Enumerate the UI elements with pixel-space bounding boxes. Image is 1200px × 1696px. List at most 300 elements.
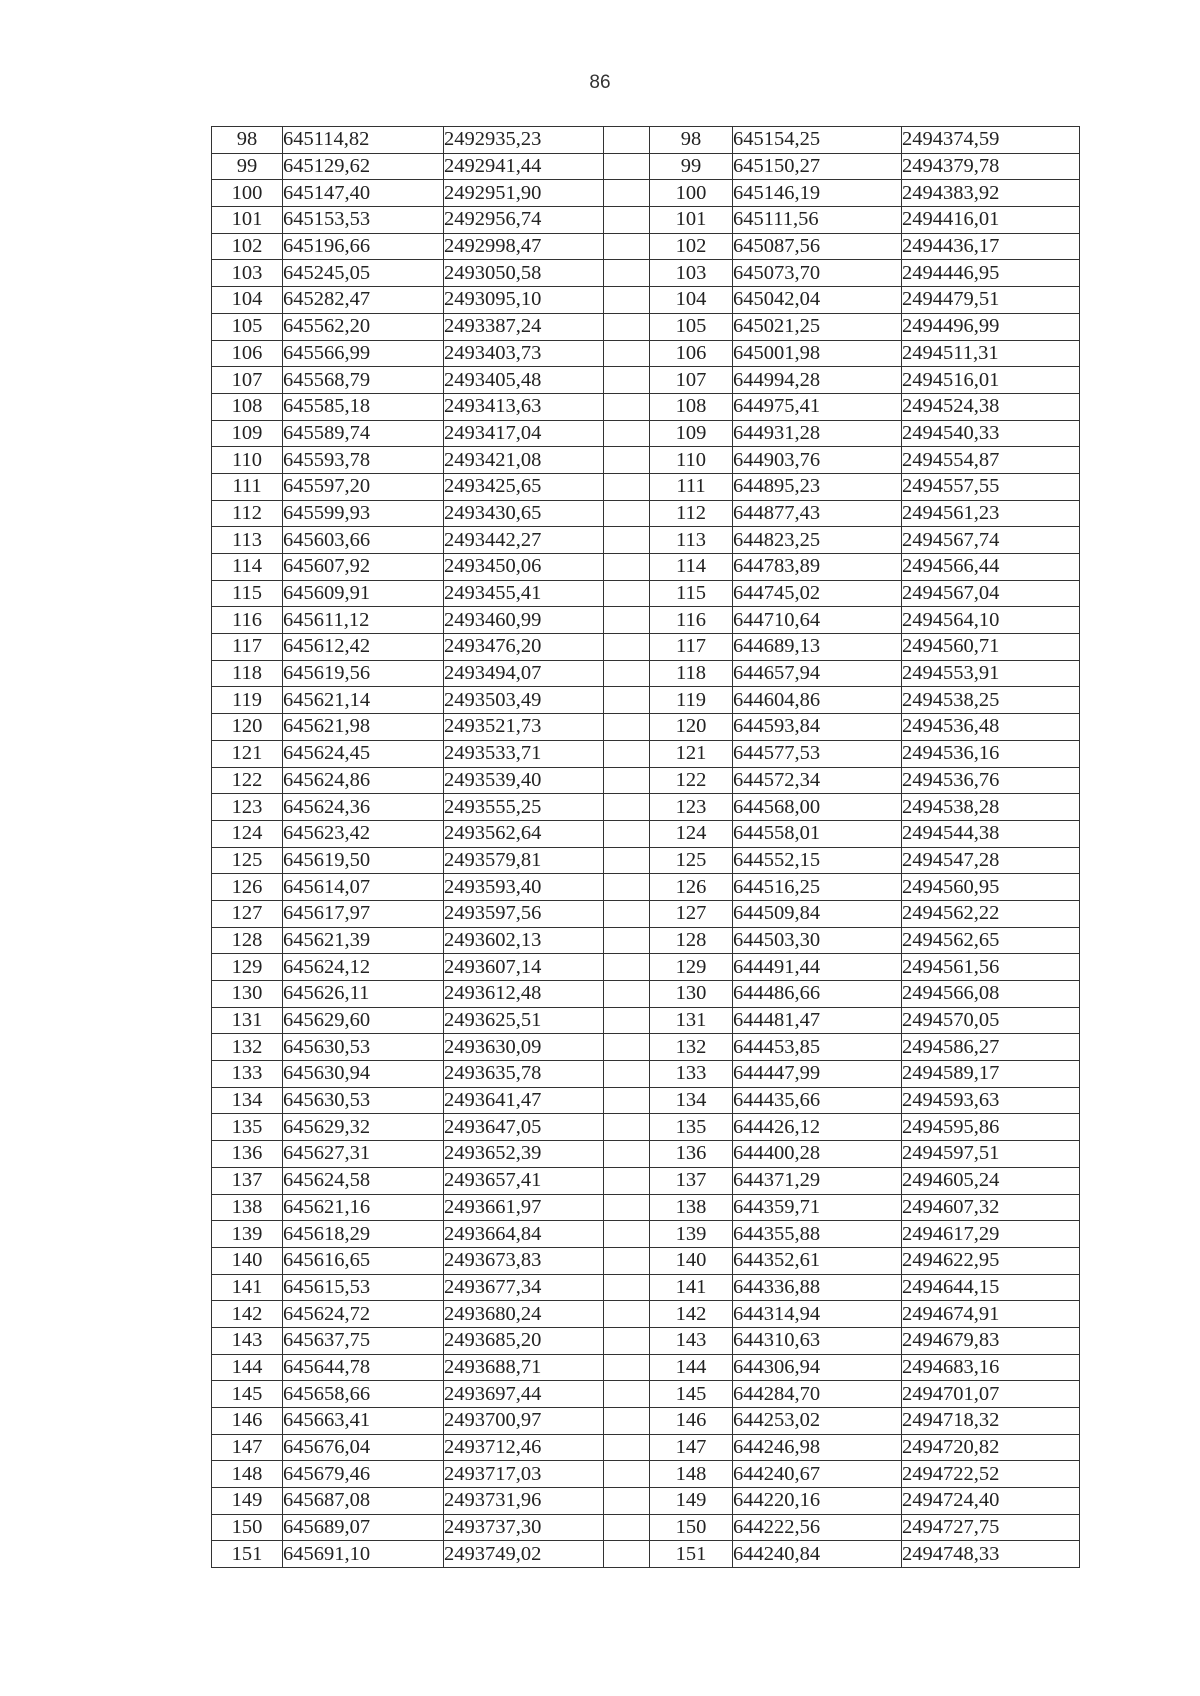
y-coordinate-right: 2494605,24	[902, 1167, 1080, 1194]
table-row	[212, 1194, 1080, 1221]
table-row	[212, 607, 1080, 634]
point-number-right: 135	[650, 1114, 733, 1141]
y-coordinate-right: 2494374,59	[902, 127, 1080, 154]
x-coordinate-left: 645663,41	[283, 1408, 444, 1435]
x-coordinate-right: 644552,15	[733, 847, 902, 874]
x-coordinate-left: 645624,86	[283, 767, 444, 794]
point-number-right: 133	[650, 1061, 733, 1088]
point-number-right: 102	[650, 233, 733, 260]
y-coordinate-right: 2494622,95	[902, 1247, 1080, 1274]
x-coordinate-left: 645603,66	[283, 527, 444, 554]
x-coordinate-right: 644516,25	[733, 874, 902, 901]
table-row	[212, 233, 1080, 260]
y-coordinate-left: 2493442,27	[444, 527, 604, 554]
point-number-left: 114	[212, 554, 283, 581]
x-coordinate-right: 644371,29	[733, 1167, 902, 1194]
x-coordinate-left: 645644,78	[283, 1354, 444, 1381]
x-coordinate-left: 645566,99	[283, 340, 444, 367]
y-coordinate-right: 2494479,51	[902, 287, 1080, 314]
spacer-cell	[604, 767, 650, 794]
point-number-right: 101	[650, 207, 733, 234]
x-coordinate-right: 644745,02	[733, 580, 902, 607]
spacer-cell	[604, 1488, 650, 1515]
spacer-cell	[604, 820, 650, 847]
point-number-left: 108	[212, 393, 283, 420]
y-coordinate-right: 2494436,17	[902, 233, 1080, 260]
point-number-right: 141	[650, 1274, 733, 1301]
y-coordinate-right: 2494547,28	[902, 847, 1080, 874]
y-coordinate-left: 2493630,09	[444, 1034, 604, 1061]
spacer-cell	[604, 287, 650, 314]
y-coordinate-left: 2492998,47	[444, 233, 604, 260]
y-coordinate-left: 2493405,48	[444, 367, 604, 394]
x-coordinate-right: 644481,47	[733, 1007, 902, 1034]
point-number-right: 111	[650, 473, 733, 500]
table-row	[212, 900, 1080, 927]
y-coordinate-left: 2493641,47	[444, 1087, 604, 1114]
y-coordinate-right: 2494544,38	[902, 820, 1080, 847]
spacer-cell	[604, 1381, 650, 1408]
table-row	[212, 981, 1080, 1008]
point-number-left: 106	[212, 340, 283, 367]
table-row	[212, 527, 1080, 554]
point-number-right: 106	[650, 340, 733, 367]
point-number-right: 127	[650, 900, 733, 927]
x-coordinate-right: 644877,43	[733, 500, 902, 527]
x-coordinate-right: 644994,28	[733, 367, 902, 394]
spacer-cell	[604, 153, 650, 180]
x-coordinate-left: 645676,04	[283, 1434, 444, 1461]
page-number: 86	[589, 72, 611, 93]
y-coordinate-right: 2494566,08	[902, 981, 1080, 1008]
point-number-right: 117	[650, 634, 733, 661]
x-coordinate-left: 645629,60	[283, 1007, 444, 1034]
point-number-left: 131	[212, 1007, 283, 1034]
point-number-right: 138	[650, 1194, 733, 1221]
y-coordinate-right: 2494679,83	[902, 1327, 1080, 1354]
x-coordinate-left: 645129,62	[283, 153, 444, 180]
y-coordinate-right: 2494567,04	[902, 580, 1080, 607]
x-coordinate-right: 644710,64	[733, 607, 902, 634]
point-number-right: 145	[650, 1381, 733, 1408]
x-coordinate-right: 644222,56	[733, 1514, 902, 1541]
y-coordinate-right: 2494561,56	[902, 954, 1080, 981]
y-coordinate-right: 2494586,27	[902, 1034, 1080, 1061]
point-number-right: 132	[650, 1034, 733, 1061]
table-row	[212, 1488, 1080, 1515]
y-coordinate-right: 2494607,32	[902, 1194, 1080, 1221]
table-row	[212, 260, 1080, 287]
y-coordinate-left: 2493387,24	[444, 313, 604, 340]
spacer-cell	[604, 1301, 650, 1328]
point-number-left: 119	[212, 687, 283, 714]
point-number-left: 122	[212, 767, 283, 794]
y-coordinate-left: 2493494,07	[444, 660, 604, 687]
y-coordinate-left: 2493647,05	[444, 1114, 604, 1141]
spacer-cell	[604, 1007, 650, 1034]
x-coordinate-right: 645111,56	[733, 207, 902, 234]
x-coordinate-left: 645624,45	[283, 740, 444, 767]
y-coordinate-right: 2494720,82	[902, 1434, 1080, 1461]
table-row	[212, 874, 1080, 901]
point-number-left: 115	[212, 580, 283, 607]
x-coordinate-right: 644604,86	[733, 687, 902, 714]
x-coordinate-right: 644657,94	[733, 660, 902, 687]
spacer-cell	[604, 954, 650, 981]
spacer-cell	[604, 1167, 650, 1194]
spacer-cell	[604, 660, 650, 687]
table-row	[212, 794, 1080, 821]
x-coordinate-left: 645609,91	[283, 580, 444, 607]
x-coordinate-left: 645607,92	[283, 554, 444, 581]
table-row	[212, 927, 1080, 954]
y-coordinate-left: 2493612,48	[444, 981, 604, 1008]
y-coordinate-right: 2494416,01	[902, 207, 1080, 234]
x-coordinate-left: 645629,32	[283, 1114, 444, 1141]
point-number-left: 118	[212, 660, 283, 687]
spacer-cell	[604, 260, 650, 287]
point-number-left: 132	[212, 1034, 283, 1061]
y-coordinate-left: 2493635,78	[444, 1061, 604, 1088]
x-coordinate-right: 644572,34	[733, 767, 902, 794]
table-row	[212, 1381, 1080, 1408]
y-coordinate-left: 2493430,65	[444, 500, 604, 527]
point-number-left: 117	[212, 634, 283, 661]
x-coordinate-left: 645245,05	[283, 260, 444, 287]
point-number-left: 104	[212, 287, 283, 314]
table-row	[212, 447, 1080, 474]
point-number-right: 129	[650, 954, 733, 981]
y-coordinate-left: 2493562,64	[444, 820, 604, 847]
x-coordinate-left: 645147,40	[283, 180, 444, 207]
x-coordinate-left: 645196,66	[283, 233, 444, 260]
point-number-right: 118	[650, 660, 733, 687]
spacer-cell	[604, 180, 650, 207]
x-coordinate-left: 645114,82	[283, 127, 444, 154]
point-number-left: 113	[212, 527, 283, 554]
table-row	[212, 1461, 1080, 1488]
y-coordinate-right: 2494557,55	[902, 473, 1080, 500]
spacer-cell	[604, 207, 650, 234]
point-number-right: 149	[650, 1488, 733, 1515]
point-number-right: 139	[650, 1221, 733, 1248]
spacer-cell	[604, 127, 650, 154]
table-row	[212, 954, 1080, 981]
table-row	[212, 1514, 1080, 1541]
point-number-left: 146	[212, 1408, 283, 1435]
point-number-left: 109	[212, 420, 283, 447]
x-coordinate-right: 644931,28	[733, 420, 902, 447]
x-coordinate-right: 644426,12	[733, 1114, 902, 1141]
point-number-right: 150	[650, 1514, 733, 1541]
spacer-cell	[604, 1061, 650, 1088]
x-coordinate-right: 644435,66	[733, 1087, 902, 1114]
y-coordinate-right: 2494516,01	[902, 367, 1080, 394]
x-coordinate-left: 645630,94	[283, 1061, 444, 1088]
y-coordinate-right: 2494379,78	[902, 153, 1080, 180]
point-number-right: 136	[650, 1141, 733, 1168]
table-row	[212, 153, 1080, 180]
point-number-left: 123	[212, 794, 283, 821]
x-coordinate-left: 645599,93	[283, 500, 444, 527]
x-coordinate-left: 645589,74	[283, 420, 444, 447]
x-coordinate-right: 644246,98	[733, 1434, 902, 1461]
coordinates-table	[211, 126, 1080, 1568]
x-coordinate-left: 645627,31	[283, 1141, 444, 1168]
x-coordinate-right: 644568,00	[733, 794, 902, 821]
point-number-left: 121	[212, 740, 283, 767]
table-row	[212, 740, 1080, 767]
point-number-right: 125	[650, 847, 733, 874]
spacer-cell	[604, 1327, 650, 1354]
x-coordinate-right: 645146,19	[733, 180, 902, 207]
y-coordinate-right: 2494724,40	[902, 1488, 1080, 1515]
y-coordinate-right: 2494722,52	[902, 1461, 1080, 1488]
table-row	[212, 1274, 1080, 1301]
spacer-cell	[604, 447, 650, 474]
spacer-cell	[604, 687, 650, 714]
table-row	[212, 1167, 1080, 1194]
x-coordinate-left: 645630,53	[283, 1087, 444, 1114]
table-row	[212, 287, 1080, 314]
point-number-left: 102	[212, 233, 283, 260]
spacer-cell	[604, 313, 650, 340]
table-row	[212, 847, 1080, 874]
point-number-left: 151	[212, 1541, 283, 1568]
point-number-left: 116	[212, 607, 283, 634]
x-coordinate-right: 644240,67	[733, 1461, 902, 1488]
point-number-right: 104	[650, 287, 733, 314]
point-number-right: 131	[650, 1007, 733, 1034]
y-coordinate-left: 2493417,04	[444, 420, 604, 447]
point-number-right: 109	[650, 420, 733, 447]
x-coordinate-right: 645150,27	[733, 153, 902, 180]
y-coordinate-right: 2494566,44	[902, 554, 1080, 581]
y-coordinate-right: 2494524,38	[902, 393, 1080, 420]
y-coordinate-right: 2494567,74	[902, 527, 1080, 554]
table-row	[212, 393, 1080, 420]
x-coordinate-right: 644447,99	[733, 1061, 902, 1088]
spacer-cell	[604, 420, 650, 447]
y-coordinate-left: 2493450,06	[444, 554, 604, 581]
y-coordinate-left: 2493503,49	[444, 687, 604, 714]
point-number-right: 143	[650, 1327, 733, 1354]
y-coordinate-right: 2494644,15	[902, 1274, 1080, 1301]
y-coordinate-left: 2493095,10	[444, 287, 604, 314]
x-coordinate-right: 644503,30	[733, 927, 902, 954]
y-coordinate-right: 2494446,95	[902, 260, 1080, 287]
y-coordinate-left: 2493579,81	[444, 847, 604, 874]
spacer-cell	[604, 847, 650, 874]
spacer-cell	[604, 1514, 650, 1541]
y-coordinate-left: 2493476,20	[444, 634, 604, 661]
x-coordinate-left: 645687,08	[283, 1488, 444, 1515]
table-row	[212, 367, 1080, 394]
x-coordinate-left: 645153,53	[283, 207, 444, 234]
point-number-right: 147	[650, 1434, 733, 1461]
point-number-left: 140	[212, 1247, 283, 1274]
y-coordinate-left: 2493700,97	[444, 1408, 604, 1435]
x-coordinate-left: 645621,98	[283, 714, 444, 741]
point-number-left: 133	[212, 1061, 283, 1088]
x-coordinate-left: 645689,07	[283, 1514, 444, 1541]
y-coordinate-right: 2494597,51	[902, 1141, 1080, 1168]
point-number-right: 114	[650, 554, 733, 581]
table-row	[212, 1301, 1080, 1328]
point-number-right: 98	[650, 127, 733, 154]
point-number-right: 123	[650, 794, 733, 821]
spacer-cell	[604, 1274, 650, 1301]
y-coordinate-right: 2494383,92	[902, 180, 1080, 207]
spacer-cell	[604, 1434, 650, 1461]
y-coordinate-right: 2494538,25	[902, 687, 1080, 714]
table-row	[212, 340, 1080, 367]
y-coordinate-left: 2493688,71	[444, 1354, 604, 1381]
point-number-right: 151	[650, 1541, 733, 1568]
point-number-left: 143	[212, 1327, 283, 1354]
x-coordinate-right: 644352,61	[733, 1247, 902, 1274]
point-number-right: 116	[650, 607, 733, 634]
table-row	[212, 1114, 1080, 1141]
table-row	[212, 500, 1080, 527]
y-coordinate-left: 2492951,90	[444, 180, 604, 207]
x-coordinate-right: 644593,84	[733, 714, 902, 741]
point-number-right: 103	[650, 260, 733, 287]
spacer-cell	[604, 607, 650, 634]
spacer-cell	[604, 1221, 650, 1248]
point-number-right: 142	[650, 1301, 733, 1328]
y-coordinate-left: 2493652,39	[444, 1141, 604, 1168]
y-coordinate-right: 2494536,16	[902, 740, 1080, 767]
spacer-cell	[604, 1461, 650, 1488]
point-number-left: 150	[212, 1514, 283, 1541]
point-number-left: 107	[212, 367, 283, 394]
y-coordinate-right: 2494540,33	[902, 420, 1080, 447]
table-row	[212, 420, 1080, 447]
x-coordinate-right: 644336,88	[733, 1274, 902, 1301]
x-coordinate-left: 645617,97	[283, 900, 444, 927]
y-coordinate-right: 2494683,16	[902, 1354, 1080, 1381]
y-coordinate-right: 2494617,29	[902, 1221, 1080, 1248]
y-coordinate-left: 2493597,56	[444, 900, 604, 927]
point-number-left: 110	[212, 447, 283, 474]
x-coordinate-right: 644453,85	[733, 1034, 902, 1061]
x-coordinate-right: 644509,84	[733, 900, 902, 927]
table-row	[212, 207, 1080, 234]
y-coordinate-right: 2494674,91	[902, 1301, 1080, 1328]
table-row	[212, 1141, 1080, 1168]
x-coordinate-right: 644975,41	[733, 393, 902, 420]
point-number-right: 121	[650, 740, 733, 767]
spacer-cell	[604, 473, 650, 500]
x-coordinate-right: 645042,04	[733, 287, 902, 314]
x-coordinate-left: 645612,42	[283, 634, 444, 661]
x-coordinate-left: 645282,47	[283, 287, 444, 314]
point-number-right: 110	[650, 447, 733, 474]
y-coordinate-right: 2494553,91	[902, 660, 1080, 687]
table-row	[212, 820, 1080, 847]
x-coordinate-right: 644240,84	[733, 1541, 902, 1568]
x-coordinate-right: 645154,25	[733, 127, 902, 154]
y-coordinate-left: 2492941,44	[444, 153, 604, 180]
y-coordinate-left: 2493673,83	[444, 1247, 604, 1274]
x-coordinate-left: 645691,10	[283, 1541, 444, 1568]
table-row	[212, 660, 1080, 687]
table-row	[212, 767, 1080, 794]
point-number-right: 137	[650, 1167, 733, 1194]
point-number-right: 124	[650, 820, 733, 847]
x-coordinate-right: 644486,66	[733, 981, 902, 1008]
point-number-right: 140	[650, 1247, 733, 1274]
x-coordinate-left: 645637,75	[283, 1327, 444, 1354]
x-coordinate-left: 645597,20	[283, 473, 444, 500]
point-number-right: 100	[650, 180, 733, 207]
y-coordinate-right: 2494748,33	[902, 1541, 1080, 1568]
y-coordinate-left: 2493737,30	[444, 1514, 604, 1541]
x-coordinate-left: 645624,36	[283, 794, 444, 821]
table-row	[212, 1327, 1080, 1354]
y-coordinate-left: 2493664,84	[444, 1221, 604, 1248]
point-number-right: 105	[650, 313, 733, 340]
spacer-cell	[604, 927, 650, 954]
y-coordinate-left: 2493425,65	[444, 473, 604, 500]
y-coordinate-left: 2493521,73	[444, 714, 604, 741]
y-coordinate-left: 2493712,46	[444, 1434, 604, 1461]
x-coordinate-left: 645611,12	[283, 607, 444, 634]
x-coordinate-right: 644355,88	[733, 1221, 902, 1248]
table-row	[212, 714, 1080, 741]
table-row	[212, 687, 1080, 714]
point-number-left: 101	[212, 207, 283, 234]
point-number-left: 141	[212, 1274, 283, 1301]
y-coordinate-left: 2493455,41	[444, 580, 604, 607]
spacer-cell	[604, 874, 650, 901]
point-number-right: 107	[650, 367, 733, 394]
x-coordinate-left: 645585,18	[283, 393, 444, 420]
point-number-left: 99	[212, 153, 283, 180]
table-row	[212, 1408, 1080, 1435]
x-coordinate-left: 645614,07	[283, 874, 444, 901]
x-coordinate-left: 645562,20	[283, 313, 444, 340]
y-coordinate-left: 2493555,25	[444, 794, 604, 821]
x-coordinate-right: 644689,13	[733, 634, 902, 661]
table-row	[212, 554, 1080, 581]
spacer-cell	[604, 340, 650, 367]
y-coordinate-right: 2494589,17	[902, 1061, 1080, 1088]
point-number-right: 115	[650, 580, 733, 607]
table-row	[212, 634, 1080, 661]
spacer-cell	[604, 634, 650, 661]
x-coordinate-right: 644306,94	[733, 1354, 902, 1381]
point-number-left: 103	[212, 260, 283, 287]
spacer-cell	[604, 1034, 650, 1061]
y-coordinate-right: 2494536,48	[902, 714, 1080, 741]
point-number-right: 108	[650, 393, 733, 420]
point-number-left: 144	[212, 1354, 283, 1381]
table-row	[212, 473, 1080, 500]
x-coordinate-right: 644903,76	[733, 447, 902, 474]
x-coordinate-right: 644314,94	[733, 1301, 902, 1328]
x-coordinate-right: 644310,63	[733, 1327, 902, 1354]
point-number-left: 134	[212, 1087, 283, 1114]
point-number-right: 126	[650, 874, 733, 901]
table-row	[212, 127, 1080, 154]
y-coordinate-right: 2494564,10	[902, 607, 1080, 634]
y-coordinate-left: 2493677,34	[444, 1274, 604, 1301]
x-coordinate-left: 645626,11	[283, 981, 444, 1008]
table-row	[212, 1247, 1080, 1274]
x-coordinate-right: 644783,89	[733, 554, 902, 581]
